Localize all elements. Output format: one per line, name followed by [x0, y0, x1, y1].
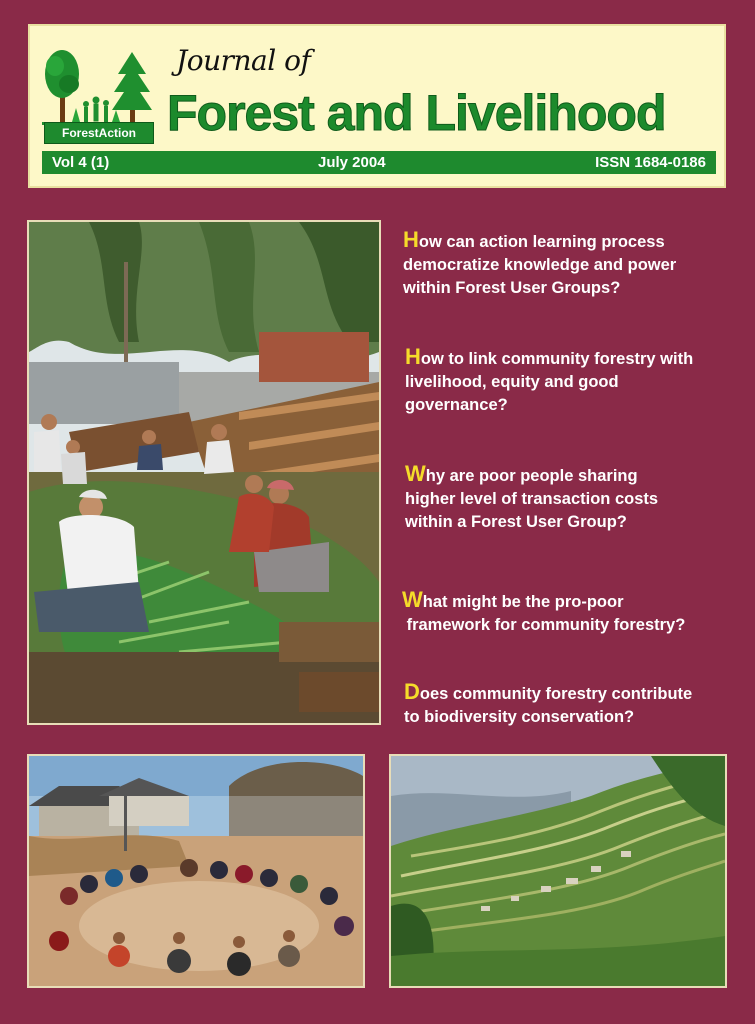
masthead	[28, 24, 726, 188]
question-line: ow can action learning process	[418, 233, 665, 251]
question-5	[404, 680, 692, 729]
question-line: framework for community forestry?	[402, 616, 686, 634]
question-line: democratize knowledge and power	[403, 256, 677, 274]
question-line: hy are poor people sharing	[425, 467, 638, 485]
logo-text: ForestAction	[44, 122, 154, 144]
volume-label: Vol 4 (1)	[52, 154, 110, 171]
question-initial: D	[404, 679, 420, 704]
question-initial: H	[403, 227, 419, 252]
question-line: governance?	[405, 396, 508, 414]
question-line: within a Forest User Group?	[405, 513, 627, 531]
question-line: ow to link community forestry with	[420, 350, 694, 368]
question-line: within Forest User Groups?	[403, 279, 621, 297]
question-4	[402, 588, 685, 637]
question-initial: H	[405, 344, 421, 369]
question-line: to biodiversity conservation?	[404, 708, 635, 726]
journal-title: Forest and Livelihood	[167, 85, 666, 141]
journal-of-label: Journal of	[176, 44, 311, 77]
forestaction-logo	[42, 48, 154, 144]
question-line: livelihood, equity and good	[405, 373, 619, 391]
issn-label: ISSN 1684-0186	[595, 154, 706, 171]
question-3	[405, 462, 658, 534]
people-sorting-grass-photo	[27, 220, 381, 725]
question-initial: W	[405, 461, 426, 486]
issue-date: July 2004	[318, 154, 386, 171]
question-line: higher level of transaction costs	[405, 490, 659, 508]
question-line: hat might be the pro-poor	[422, 593, 624, 611]
question-line: oes community forestry contribute	[419, 685, 693, 703]
community-meeting-photo	[27, 754, 365, 988]
issue-info-bar	[42, 151, 716, 174]
question-2	[405, 345, 693, 417]
terraced-hillside-photo	[389, 754, 727, 988]
question-initial: W	[402, 587, 423, 612]
question-1	[403, 228, 676, 300]
tree-people-icon	[42, 48, 154, 126]
